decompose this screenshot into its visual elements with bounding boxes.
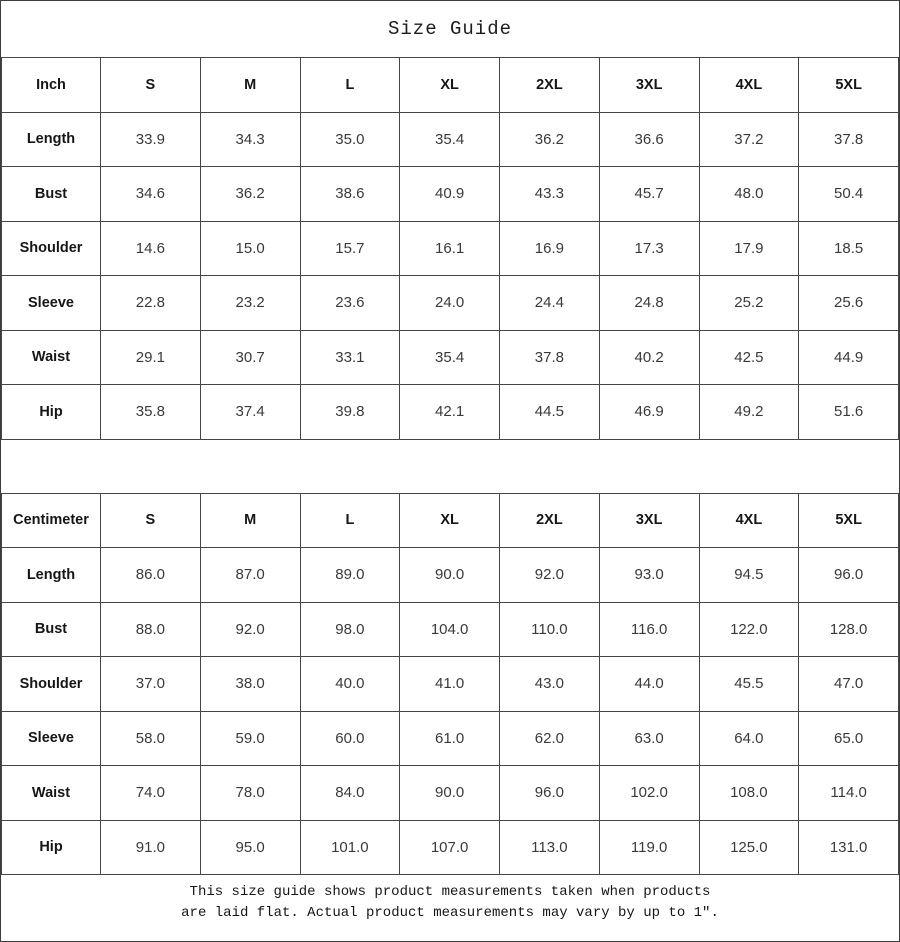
value-cell: 90.0 <box>400 766 500 821</box>
value-cell: 119.0 <box>599 820 699 875</box>
value-cell: 24.4 <box>500 276 600 331</box>
value-cell: 93.0 <box>599 548 699 603</box>
value-cell: 96.0 <box>799 548 899 603</box>
value-cell: 37.8 <box>500 330 600 385</box>
value-cell: 94.5 <box>699 548 799 603</box>
page-title: Size Guide <box>387 18 513 40</box>
inch-size-header-cell: 3XL <box>599 58 699 113</box>
value-cell: 37.8 <box>799 112 899 167</box>
value-cell: 33.9 <box>101 112 201 167</box>
row-label-cell: Length <box>2 112 101 167</box>
value-cell: 24.0 <box>400 276 500 331</box>
value-cell: 108.0 <box>699 766 799 821</box>
footer-note <box>1 875 899 930</box>
row-label-cell: Length <box>2 548 101 603</box>
value-cell: 34.6 <box>101 167 201 222</box>
centimeter-size-header-cell: 3XL <box>599 493 699 548</box>
inch-row-length <box>2 112 899 167</box>
value-cell: 38.0 <box>200 657 300 712</box>
value-cell: 37.4 <box>200 385 300 440</box>
footer-note-line1: This size guide shows product measurements taken when products <box>189 883 711 900</box>
value-cell: 40.0 <box>300 657 400 712</box>
row-label-cell: Hip <box>2 385 101 440</box>
value-cell: 113.0 <box>500 820 600 875</box>
value-cell: 35.8 <box>101 385 201 440</box>
footer-note-line2: are laid flat. Actual product measurements may vary by up to 1″. <box>181 904 719 921</box>
row-label-cell: Bust <box>2 167 101 222</box>
centimeter-row-length <box>2 548 899 603</box>
inch-row-shoulder <box>2 221 899 276</box>
value-cell: 48.0 <box>699 167 799 222</box>
value-cell: 87.0 <box>200 548 300 603</box>
value-cell: 58.0 <box>101 711 201 766</box>
row-label-cell: Bust <box>2 602 101 657</box>
value-cell: 50.4 <box>799 167 899 222</box>
value-cell: 41.0 <box>400 657 500 712</box>
inch-size-header-cell: XL <box>400 58 500 113</box>
row-label-cell: Shoulder <box>2 221 101 276</box>
value-cell: 89.0 <box>300 548 400 603</box>
value-cell: 40.9 <box>400 167 500 222</box>
inch-size-header-cell: S <box>101 58 201 113</box>
row-label-cell: Sleeve <box>2 711 101 766</box>
value-cell: 46.9 <box>599 385 699 440</box>
centimeter-size-header-cell: M <box>200 493 300 548</box>
centimeter-size-header-cell: 2XL <box>500 493 600 548</box>
value-cell: 44.5 <box>500 385 600 440</box>
value-cell: 24.8 <box>599 276 699 331</box>
value-cell: 35.0 <box>300 112 400 167</box>
value-cell: 60.0 <box>300 711 400 766</box>
value-cell: 16.9 <box>500 221 600 276</box>
value-cell: 78.0 <box>200 766 300 821</box>
value-cell: 131.0 <box>799 820 899 875</box>
value-cell: 51.6 <box>799 385 899 440</box>
value-cell: 98.0 <box>300 602 400 657</box>
inch-size-header-cell: 2XL <box>500 58 600 113</box>
value-cell: 36.2 <box>500 112 600 167</box>
centimeter-size-header-cell: 4XL <box>699 493 799 548</box>
value-cell: 36.2 <box>200 167 300 222</box>
value-cell: 44.0 <box>599 657 699 712</box>
inch-header-row <box>2 58 899 113</box>
value-cell: 14.6 <box>101 221 201 276</box>
inch-size-header-cell: 4XL <box>699 58 799 113</box>
value-cell: 64.0 <box>699 711 799 766</box>
value-cell: 33.1 <box>300 330 400 385</box>
centimeter-row-waist <box>2 766 899 821</box>
value-cell: 42.5 <box>699 330 799 385</box>
value-cell: 96.0 <box>500 766 600 821</box>
value-cell: 45.7 <box>599 167 699 222</box>
value-cell: 107.0 <box>400 820 500 875</box>
value-cell: 114.0 <box>799 766 899 821</box>
centimeter-unit-header-cell: Centimeter <box>2 493 101 548</box>
value-cell: 23.2 <box>200 276 300 331</box>
value-cell: 22.8 <box>101 276 201 331</box>
value-cell: 91.0 <box>101 820 201 875</box>
value-cell: 35.4 <box>400 112 500 167</box>
value-cell: 35.4 <box>400 330 500 385</box>
value-cell: 23.6 <box>300 276 400 331</box>
value-cell: 110.0 <box>500 602 600 657</box>
value-cell: 61.0 <box>400 711 500 766</box>
value-cell: 43.3 <box>500 167 600 222</box>
inch-size-table <box>1 57 899 440</box>
value-cell: 39.8 <box>300 385 400 440</box>
value-cell: 102.0 <box>599 766 699 821</box>
inch-row-sleeve <box>2 276 899 331</box>
value-cell: 95.0 <box>200 820 300 875</box>
centimeter-row-hip <box>2 820 899 875</box>
value-cell: 122.0 <box>699 602 799 657</box>
value-cell: 116.0 <box>599 602 699 657</box>
row-label-cell: Waist <box>2 766 101 821</box>
centimeter-row-bust <box>2 602 899 657</box>
table-spacer <box>1 440 899 493</box>
centimeter-size-header-cell: S <box>101 493 201 548</box>
inch-unit-header-cell: Inch <box>2 58 101 113</box>
value-cell: 104.0 <box>400 602 500 657</box>
value-cell: 101.0 <box>300 820 400 875</box>
value-cell: 38.6 <box>300 167 400 222</box>
value-cell: 44.9 <box>799 330 899 385</box>
value-cell: 42.1 <box>400 385 500 440</box>
value-cell: 65.0 <box>799 711 899 766</box>
value-cell: 63.0 <box>599 711 699 766</box>
value-cell: 125.0 <box>699 820 799 875</box>
value-cell: 43.0 <box>500 657 600 712</box>
value-cell: 59.0 <box>200 711 300 766</box>
value-cell: 92.0 <box>200 602 300 657</box>
centimeter-size-header-cell: L <box>300 493 400 548</box>
centimeter-row-shoulder <box>2 657 899 712</box>
value-cell: 49.2 <box>699 385 799 440</box>
value-cell: 29.1 <box>101 330 201 385</box>
value-cell: 17.3 <box>599 221 699 276</box>
centimeter-header-row <box>2 493 899 548</box>
value-cell: 90.0 <box>400 548 500 603</box>
value-cell: 47.0 <box>799 657 899 712</box>
row-label-cell: Shoulder <box>2 657 101 712</box>
inch-size-header-cell: 5XL <box>799 58 899 113</box>
value-cell: 25.2 <box>699 276 799 331</box>
value-cell: 37.2 <box>699 112 799 167</box>
inch-row-hip <box>2 385 899 440</box>
value-cell: 128.0 <box>799 602 899 657</box>
value-cell: 92.0 <box>500 548 600 603</box>
value-cell: 37.0 <box>101 657 201 712</box>
value-cell: 84.0 <box>300 766 400 821</box>
value-cell: 15.7 <box>300 221 400 276</box>
row-label-cell: Waist <box>2 330 101 385</box>
value-cell: 17.9 <box>699 221 799 276</box>
centimeter-size-header-cell: 5XL <box>799 493 899 548</box>
value-cell: 74.0 <box>101 766 201 821</box>
value-cell: 16.1 <box>400 221 500 276</box>
value-cell: 34.3 <box>200 112 300 167</box>
value-cell: 40.2 <box>599 330 699 385</box>
centimeter-size-header-cell: XL <box>400 493 500 548</box>
value-cell: 88.0 <box>101 602 201 657</box>
centimeter-size-table <box>1 493 899 876</box>
value-cell: 25.6 <box>799 276 899 331</box>
value-cell: 86.0 <box>101 548 201 603</box>
value-cell: 62.0 <box>500 711 600 766</box>
inch-size-header-cell: L <box>300 58 400 113</box>
value-cell: 36.6 <box>599 112 699 167</box>
value-cell: 45.5 <box>699 657 799 712</box>
centimeter-row-sleeve <box>2 711 899 766</box>
row-label-cell: Sleeve <box>2 276 101 331</box>
value-cell: 15.0 <box>200 221 300 276</box>
inch-row-waist <box>2 330 899 385</box>
row-label-cell: Hip <box>2 820 101 875</box>
value-cell: 18.5 <box>799 221 899 276</box>
inch-size-header-cell: M <box>200 58 300 113</box>
value-cell: 30.7 <box>200 330 300 385</box>
inch-row-bust <box>2 167 899 222</box>
